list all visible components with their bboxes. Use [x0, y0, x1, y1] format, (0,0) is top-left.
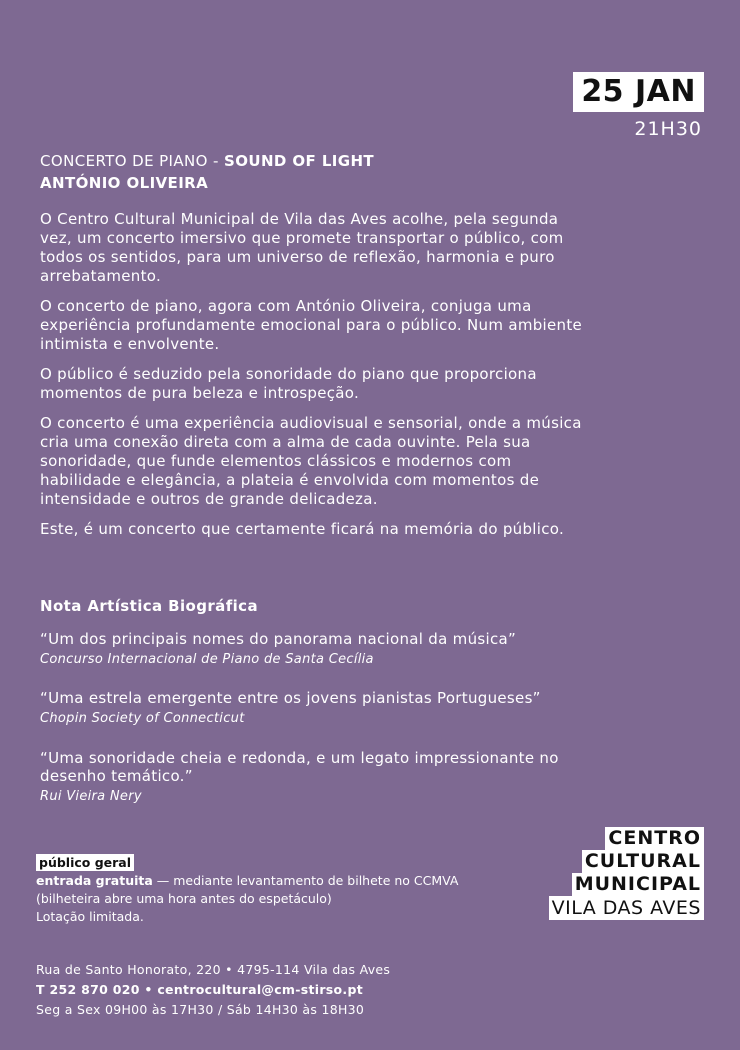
- bio-heading: Nota Artística Biográfica: [40, 597, 258, 615]
- title-highlight: SOUND OF LIGHT: [224, 152, 375, 170]
- free-entry-detail: — mediante levantamento de bilhete no CCMVA: [152, 873, 459, 888]
- logo-line: MUNICIPAL: [572, 873, 704, 896]
- logo-line: VILA DAS AVES: [549, 896, 704, 920]
- quote-text: “Um dos principais nomes do panorama nacional da música”: [40, 630, 517, 648]
- event-time: 21H30: [634, 118, 702, 140]
- paragraph: O Centro Cultural Municipal de Vila das Aves acolhe, pela segunda vez, um concerto imersivo que promete transportar o público, com todos os sentidos, para um universo de reflexão, harmonia e puro arrebatamento.: [40, 210, 564, 285]
- paragraph: O público é seduzido pela sonoridade do piano que proporciona momentos de pura beleza e introspeção.: [40, 365, 537, 402]
- event-title: [40, 150, 374, 194]
- admission-info: [36, 854, 458, 926]
- event-description: [40, 210, 585, 550]
- quote: [40, 630, 600, 669]
- venue-logo: [549, 827, 704, 920]
- quote-source: Concurso Internacional de Piano de Santa Cecília: [40, 652, 374, 667]
- audience-tag: público geral: [36, 854, 134, 871]
- paragraph: O concerto de piano, agora com António Oliveira, conjuga uma experiência profundamente emocional para o público. Num ambiente intimista e envolvente.: [40, 297, 583, 353]
- event-date: 25 JAN: [573, 72, 704, 112]
- capacity-note: Lotação limitada.: [36, 909, 144, 924]
- contact-info: [36, 960, 390, 1020]
- quote: [40, 749, 600, 806]
- quote-text: “Uma sonoridade cheia e redonda, e um legato impressionante no desenho temático.”: [40, 749, 559, 785]
- logo-line: CENTRO: [605, 827, 704, 850]
- paragraph: Este, é um concerto que certamente ficará na memória do público.: [40, 520, 565, 538]
- paragraph: O concerto é uma experiência audiovisual e sensorial, onde a música cria uma conexão direta com a alma de cada ouvinte. Pela sua sonoridade, que funde elementos clássicos e modernos com habilidade e elegância, a plateia é envolvida com momentos de intensidade e outros de grande delicadeza.: [40, 414, 582, 508]
- box-office-note: (bilheteira abre uma hora antes do espetáculo): [36, 891, 332, 906]
- phone-email[interactable]: T 252 870 020 • centrocultural@cm-stirso.pt: [36, 982, 364, 997]
- quote: [40, 689, 600, 728]
- quote-source: Chopin Society of Connecticut: [40, 711, 245, 726]
- logo-line: CULTURAL: [582, 850, 704, 873]
- opening-hours: Seg a Sex 09H00 às 17H30 / Sáb 14H30 às 18H30: [36, 1002, 365, 1017]
- address: Rua de Santo Honorato, 220 • 4795-114 Vila das Aves: [36, 962, 391, 977]
- title-prefix: CONCERTO DE PIANO -: [40, 152, 225, 170]
- quote-text: “Uma estrela emergente entre os jovens pianistas Portugueses”: [40, 689, 541, 707]
- artist-name: ANTÓNIO OLIVEIRA: [40, 174, 209, 192]
- free-entry-label: entrada gratuita: [36, 873, 153, 888]
- quote-source: Rui Vieira Nery: [40, 789, 142, 804]
